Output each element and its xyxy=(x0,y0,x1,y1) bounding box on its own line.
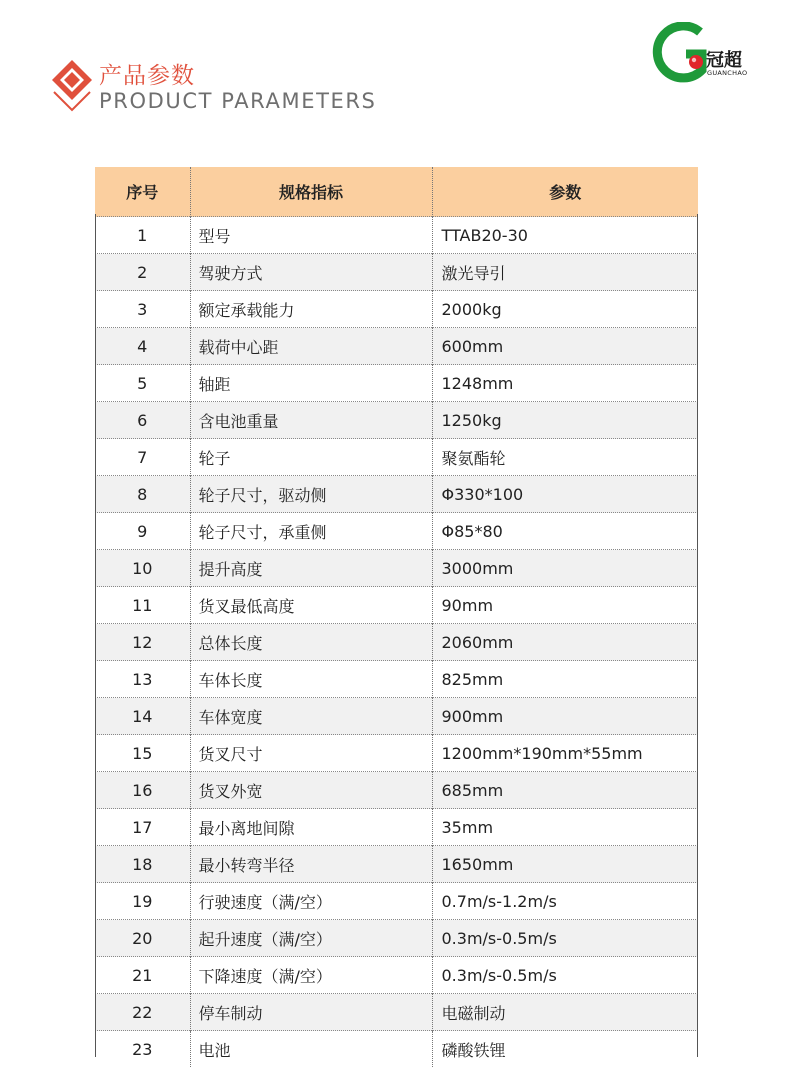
row-number: 17 xyxy=(95,809,190,846)
column-header-no: 序号 xyxy=(95,167,190,217)
value-cell: 35mm xyxy=(432,809,698,846)
value-cell: 900mm xyxy=(432,698,698,735)
table-row xyxy=(95,920,698,957)
value-cell: 1248mm xyxy=(432,365,698,402)
row-number: 22 xyxy=(95,994,190,1031)
row-number: 23 xyxy=(95,1031,190,1067)
row-number: 7 xyxy=(95,439,190,476)
table-row xyxy=(95,883,698,920)
value-cell: 磷酸铁锂 xyxy=(432,1031,698,1067)
spec-cell: 载荷中心距 xyxy=(190,328,432,365)
table-row xyxy=(95,365,698,402)
table-row xyxy=(95,624,698,661)
row-number: 8 xyxy=(95,476,190,513)
row-number: 5 xyxy=(95,365,190,402)
value-cell: 0.3m/s-0.5m/s xyxy=(432,920,698,957)
row-number: 14 xyxy=(95,698,190,735)
table-row xyxy=(95,328,698,365)
table-row xyxy=(95,513,698,550)
row-number: 3 xyxy=(95,291,190,328)
value-cell: 2060mm xyxy=(432,624,698,661)
table-row xyxy=(95,550,698,587)
row-number: 9 xyxy=(95,513,190,550)
brand-name-en: GUANCHAO xyxy=(707,69,747,77)
spec-cell: 轮子尺寸，承重侧 xyxy=(190,513,432,550)
table-row xyxy=(95,217,698,254)
spec-cell: 含电池重量 xyxy=(190,402,432,439)
spec-cell: 车体宽度 xyxy=(190,698,432,735)
page-title: 产品参数 xyxy=(99,57,195,90)
spec-cell: 提升高度 xyxy=(190,550,432,587)
table-row xyxy=(95,957,698,994)
value-cell: 电磁制动 xyxy=(432,994,698,1031)
spec-cell: 起升速度（满/空） xyxy=(190,920,432,957)
value-cell: 聚氨酯轮 xyxy=(432,439,698,476)
table-row xyxy=(95,735,698,772)
value-cell: 2000kg xyxy=(432,291,698,328)
spec-cell: 货叉外宽 xyxy=(190,772,432,809)
value-cell: 1650mm xyxy=(432,846,698,883)
spec-cell: 轴距 xyxy=(190,365,432,402)
spec-cell: 停车制动 xyxy=(190,994,432,1031)
row-number: 1 xyxy=(95,217,190,254)
table-row xyxy=(95,846,698,883)
spec-cell: 轮子尺寸，驱动侧 xyxy=(190,476,432,513)
table-row xyxy=(95,476,698,513)
column-header-value: 参数 xyxy=(432,167,698,217)
table-row xyxy=(95,587,698,624)
table-row xyxy=(95,254,698,291)
value-cell: 90mm xyxy=(432,587,698,624)
table-header-row xyxy=(95,167,698,217)
value-cell: 685mm xyxy=(432,772,698,809)
spec-cell: 电池 xyxy=(190,1031,432,1067)
spec-cell: 最小离地间隙 xyxy=(190,809,432,846)
brand-name: 冠超 xyxy=(706,46,742,72)
spec-cell: 总体长度 xyxy=(190,624,432,661)
spec-cell: 型号 xyxy=(190,217,432,254)
page-subtitle: PRODUCT PARAMETERS xyxy=(99,89,377,113)
value-cell: Φ85*80 xyxy=(432,513,698,550)
table-row xyxy=(95,661,698,698)
value-cell: 3000mm xyxy=(432,550,698,587)
table-row xyxy=(95,772,698,809)
table-row xyxy=(95,291,698,328)
row-number: 16 xyxy=(95,772,190,809)
value-cell: 600mm xyxy=(432,328,698,365)
row-number: 19 xyxy=(95,883,190,920)
table-row xyxy=(95,439,698,476)
spec-cell: 轮子 xyxy=(190,439,432,476)
spec-cell: 车体长度 xyxy=(190,661,432,698)
value-cell: 825mm xyxy=(432,661,698,698)
row-number: 11 xyxy=(95,587,190,624)
value-cell: Φ330*100 xyxy=(432,476,698,513)
row-number: 12 xyxy=(95,624,190,661)
row-number: 10 xyxy=(95,550,190,587)
spec-cell: 额定承载能力 xyxy=(190,291,432,328)
row-number: 18 xyxy=(95,846,190,883)
spec-cell: 驾驶方式 xyxy=(190,254,432,291)
spec-cell: 货叉最低高度 xyxy=(190,587,432,624)
row-number: 13 xyxy=(95,661,190,698)
spec-cell: 最小转弯半径 xyxy=(190,846,432,883)
row-number: 20 xyxy=(95,920,190,957)
row-number: 4 xyxy=(95,328,190,365)
value-cell: 0.7m/s-1.2m/s xyxy=(432,883,698,920)
spec-cell: 行驶速度（满/空） xyxy=(190,883,432,920)
table-row xyxy=(95,809,698,846)
spec-cell: 下降速度（满/空） xyxy=(190,957,432,994)
table-row xyxy=(95,1031,698,1067)
row-number: 2 xyxy=(95,254,190,291)
parameters-table xyxy=(95,167,698,1067)
row-number: 15 xyxy=(95,735,190,772)
page-header xyxy=(0,0,793,130)
table-row xyxy=(95,994,698,1031)
diamond-icon xyxy=(50,58,94,114)
value-cell: 1250kg xyxy=(432,402,698,439)
spec-cell: 货叉尺寸 xyxy=(190,735,432,772)
table-row xyxy=(95,698,698,735)
value-cell: 激光导引 xyxy=(432,254,698,291)
row-number: 6 xyxy=(95,402,190,439)
value-cell: 0.3m/s-0.5m/s xyxy=(432,957,698,994)
row-number: 21 xyxy=(95,957,190,994)
value-cell: TTAB20-30 xyxy=(432,217,698,254)
value-cell: 1200mm*190mm*55mm xyxy=(432,735,698,772)
column-header-spec: 规格指标 xyxy=(190,167,432,217)
table-row xyxy=(95,402,698,439)
